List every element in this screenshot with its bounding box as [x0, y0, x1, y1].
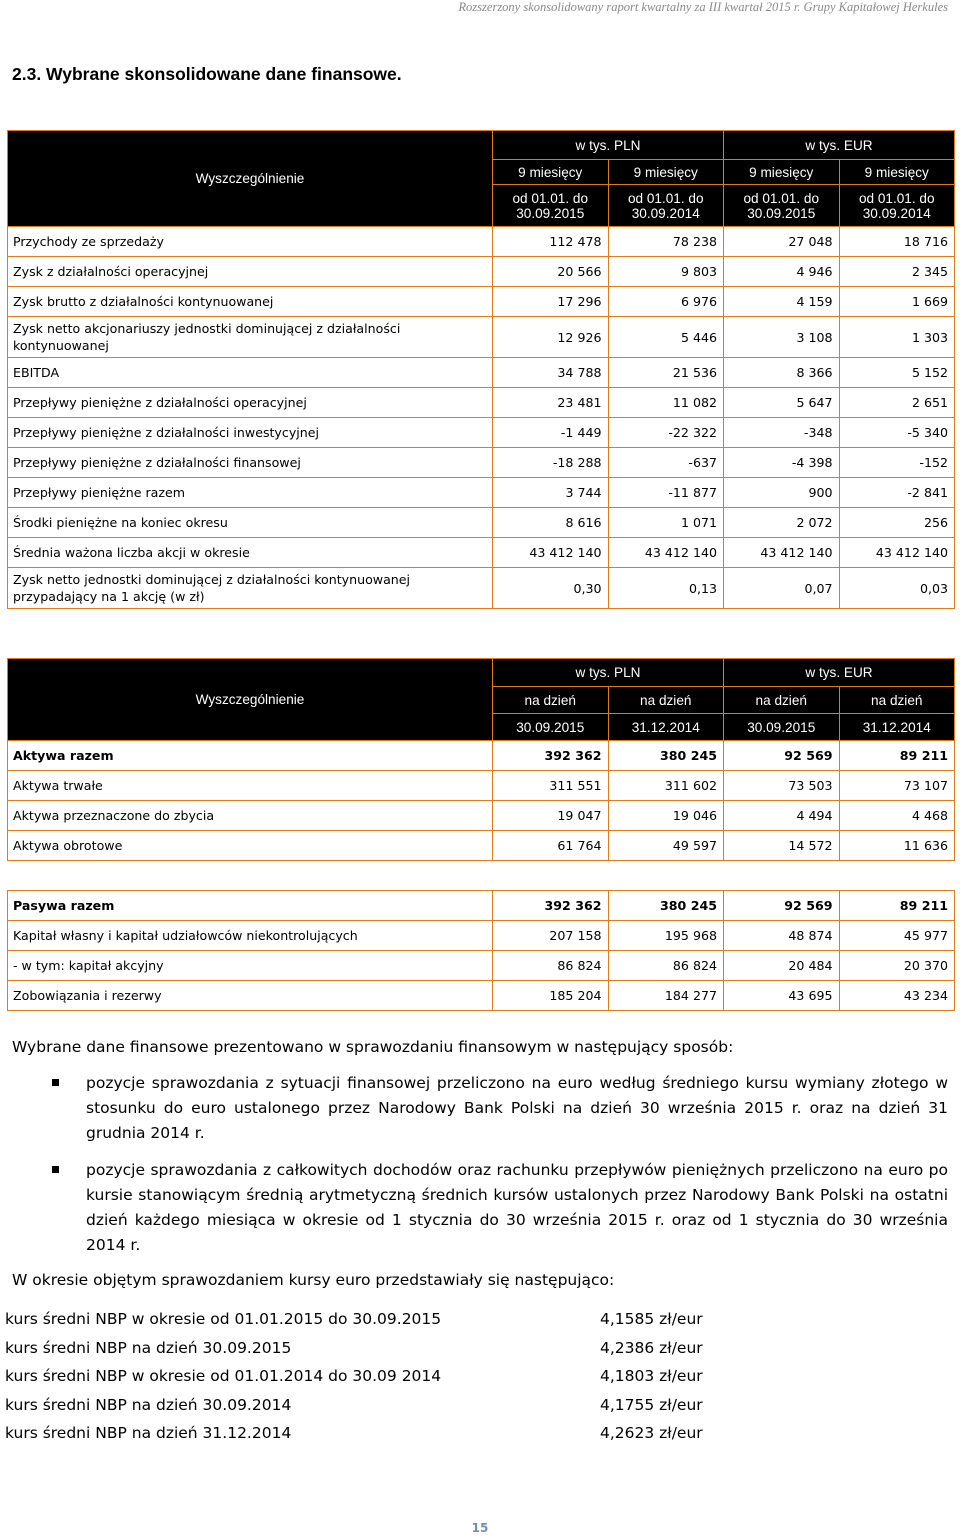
row-value: 45 977	[839, 921, 955, 951]
row-value: 49 597	[608, 831, 724, 861]
table1-period-bottom: od 01.01. do 30.09.2015	[493, 185, 609, 227]
table-row	[8, 227, 955, 257]
row-value: -11 877	[608, 478, 724, 508]
row-value: 2 072	[724, 508, 840, 538]
row-label: Przepływy pieniężne razem	[8, 478, 493, 508]
row-value: 43 412 140	[724, 538, 840, 568]
rate-value: 4,1803 zł/eur	[600, 1367, 703, 1386]
row-value: 1 071	[608, 508, 724, 538]
row-value: 23 481	[493, 388, 609, 418]
table-row	[8, 257, 955, 287]
table1-period-bottom: od 01.01. do 30.09.2014	[608, 185, 724, 227]
table-row	[8, 358, 955, 388]
row-value: 195 968	[608, 921, 724, 951]
row-label: Przepływy pieniężne z działalności operacyjnej	[8, 388, 493, 418]
table-row	[8, 508, 955, 538]
row-label: Przepływy pieniężne z działalności inwestycyjnej	[8, 418, 493, 448]
table2-date-top: na dzień	[608, 687, 724, 714]
table-gap	[8, 861, 955, 891]
rates-intro: W okresie objętym sprawozdaniem kursy euro przedstawiały się następująco:	[12, 1271, 615, 1289]
row-value: 380 245	[608, 891, 724, 921]
row-value: 43 412 140	[839, 538, 955, 568]
row-value: 0,07	[724, 568, 840, 609]
table2-currency-pln: w tys. PLN	[493, 659, 724, 687]
row-value: 0,13	[608, 568, 724, 609]
row-label: Środki pieniężne na koniec okresu	[8, 508, 493, 538]
table-row	[8, 981, 955, 1011]
row-label: Aktywa obrotowe	[8, 831, 493, 861]
row-value: 43 412 140	[493, 538, 609, 568]
rate-row	[5, 1419, 725, 1448]
row-label: Zysk brutto z działalności kontynuowanej	[8, 287, 493, 317]
row-value: 34 788	[493, 358, 609, 388]
row-value: 14 572	[724, 831, 840, 861]
row-value: 20 484	[724, 951, 840, 981]
rate-label: kurs średni NBP na dzień 30.09.2014	[5, 1395, 292, 1414]
row-value: 380 245	[608, 741, 724, 771]
table-row	[8, 891, 955, 921]
row-value: 6 976	[608, 287, 724, 317]
table1-period-bottom: od 01.01. do 30.09.2014	[839, 185, 955, 227]
balance-table	[7, 658, 955, 1011]
row-value: 43 412 140	[608, 538, 724, 568]
row-value: 8 366	[724, 358, 840, 388]
row-value: 9 803	[608, 257, 724, 287]
row-value: 89 211	[839, 741, 955, 771]
table-row	[8, 771, 955, 801]
row-value: -22 322	[608, 418, 724, 448]
table-row	[8, 568, 955, 609]
row-label: Aktywa razem	[8, 741, 493, 771]
row-value: 5 152	[839, 358, 955, 388]
rate-label: kurs średni NBP w okresie od 01.01.2015 do 30.09.2015	[5, 1310, 442, 1329]
table-row	[8, 448, 955, 478]
row-value: -152	[839, 448, 955, 478]
row-value: 11 082	[608, 388, 724, 418]
rate-row	[5, 1391, 725, 1420]
rate-row	[5, 1334, 725, 1363]
row-value: -348	[724, 418, 840, 448]
table-row	[8, 418, 955, 448]
row-value: 17 296	[493, 287, 609, 317]
row-value: 27 048	[724, 227, 840, 257]
row-value: 92 569	[724, 741, 840, 771]
row-value: 89 211	[839, 891, 955, 921]
row-value: 4 946	[724, 257, 840, 287]
row-value: 311 602	[608, 771, 724, 801]
row-value: 73 503	[724, 771, 840, 801]
row-value: 0,03	[839, 568, 955, 609]
row-value: 1 669	[839, 287, 955, 317]
row-value: 86 824	[608, 951, 724, 981]
row-label: Zysk netto akcjonariuszy jednostki dominującej z działalności kontynuowanej	[8, 317, 493, 358]
row-label: Przychody ze sprzedaży	[8, 227, 493, 257]
row-value: 2 345	[839, 257, 955, 287]
row-value: -2 841	[839, 478, 955, 508]
row-value: 78 238	[608, 227, 724, 257]
row-value: 5 647	[724, 388, 840, 418]
table2-date-top: na dzień	[839, 687, 955, 714]
row-value: 3 108	[724, 317, 840, 358]
table2-label-header: Wyszczególnienie	[8, 659, 493, 741]
rate-value: 4,2386 zł/eur	[600, 1338, 703, 1357]
row-label: Aktywa przeznaczone do zbycia	[8, 801, 493, 831]
rate-row	[5, 1362, 725, 1391]
table2-date-bottom: 30.09.2015	[493, 714, 609, 741]
running-header: Rozszerzony skonsolidowany raport kwartalny za III kwartał 2015 r. Grupy Kapitałowej Herkules	[458, 0, 948, 14]
rate-label: kurs średni NBP na dzień 30.09.2015	[5, 1338, 292, 1357]
row-label: EBITDA	[8, 358, 493, 388]
income-table	[7, 130, 955, 609]
table-row	[8, 538, 955, 568]
row-value: 43 234	[839, 981, 955, 1011]
row-label: Zysk netto jednostki dominującej z działalności kontynuowanej przypadający na 1 akcję (w zł)	[8, 568, 493, 609]
table2-date-top: na dzień	[493, 687, 609, 714]
table-row	[8, 921, 955, 951]
rate-value: 4,1755 zł/eur	[600, 1395, 703, 1414]
row-value: 3 744	[493, 478, 609, 508]
table2-date-bottom: 30.09.2015	[724, 714, 840, 741]
row-value: 112 478	[493, 227, 609, 257]
row-value: 73 107	[839, 771, 955, 801]
row-value: 8 616	[493, 508, 609, 538]
row-label: Średnia ważona liczba akcji w okresie	[8, 538, 493, 568]
row-value: 21 536	[608, 358, 724, 388]
row-value: -18 288	[493, 448, 609, 478]
row-value: 185 204	[493, 981, 609, 1011]
table2-date-top: na dzień	[724, 687, 840, 714]
row-value: 20 566	[493, 257, 609, 287]
bullet-text: pozycje sprawozdania z całkowitych dochodów oraz rachunku przepływów pieniężnych przeliczono na euro po kursie stanowiącym średnią arytmetyczną średnich kursów ustalonych przez Narodowy Bank Polski na ostatni dzień każdego miesiąca w okresie od 1 stycznia do 30 września 2015 r. oraz od 1 stycznia do 30 września 2014 r.	[86, 1161, 948, 1254]
table2-date-bottom: 31.12.2014	[839, 714, 955, 741]
row-value: -637	[608, 448, 724, 478]
rate-label: kurs średni NBP na dzień 31.12.2014	[5, 1424, 292, 1443]
row-value: 43 695	[724, 981, 840, 1011]
bullet-text: pozycje sprawozdania z sytuacji finansowej przeliczono na euro według średniego kursu wymiany złotego w stosunku do euro ustalonego przez Narodowy Bank Polski na dzień 30 września 2015 r. oraz na dzień 31 grudnia 2014 r.	[86, 1074, 948, 1142]
rate-value: 4,2623 zł/eur	[600, 1424, 703, 1443]
table-row	[8, 801, 955, 831]
row-value: 86 824	[493, 951, 609, 981]
row-value: 900	[724, 478, 840, 508]
row-label: - w tym: kapitał akcyjny	[8, 951, 493, 981]
row-value: 92 569	[724, 891, 840, 921]
row-value: 48 874	[724, 921, 840, 951]
table-row	[8, 478, 955, 508]
row-value: 11 636	[839, 831, 955, 861]
table1-period-top: 9 miesięcy	[839, 160, 955, 185]
table1-currency-pln: w tys. PLN	[493, 131, 724, 160]
row-value: 4 468	[839, 801, 955, 831]
table1-label-header: Wyszczególnienie	[8, 131, 493, 227]
square-bullet-icon	[52, 1079, 59, 1086]
row-value: -4 398	[724, 448, 840, 478]
row-value: 256	[839, 508, 955, 538]
rate-value: 4,1585 zł/eur	[600, 1310, 703, 1329]
table-row	[8, 951, 955, 981]
row-value: 4 494	[724, 801, 840, 831]
table-row	[8, 317, 955, 358]
row-value: 19 046	[608, 801, 724, 831]
table2-date-bottom: 31.12.2014	[608, 714, 724, 741]
row-value: 18 716	[839, 227, 955, 257]
bullet-item	[50, 1158, 948, 1258]
row-label: Zobowiązania i rezerwy	[8, 981, 493, 1011]
table2-currency-eur: w tys. EUR	[724, 659, 955, 687]
row-value: 207 158	[493, 921, 609, 951]
bullet-item	[50, 1071, 948, 1146]
intro-text: Wybrane dane finansowe prezentowano w sprawozdaniu finansowym w następujący sposób:	[12, 1038, 734, 1056]
table-row	[8, 388, 955, 418]
row-value: 0,30	[493, 568, 609, 609]
row-value: -5 340	[839, 418, 955, 448]
row-value: 61 764	[493, 831, 609, 861]
table1-currency-eur: w tys. EUR	[724, 131, 955, 160]
table-row	[8, 741, 955, 771]
row-value: 392 362	[493, 741, 609, 771]
square-bullet-icon	[52, 1166, 59, 1173]
rate-label: kurs średni NBP w okresie od 01.01.2014 do 30.09 2014	[5, 1367, 442, 1386]
table1-period-top: 9 miesięcy	[608, 160, 724, 185]
row-value: 1 303	[839, 317, 955, 358]
row-value: 20 370	[839, 951, 955, 981]
row-value: 4 159	[724, 287, 840, 317]
row-value: -1 449	[493, 418, 609, 448]
row-label: Kapitał własny i kapitał udziałowców niekontrolujących	[8, 921, 493, 951]
row-label: Przepływy pieniężne z działalności finansowej	[8, 448, 493, 478]
row-label: Pasywa razem	[8, 891, 493, 921]
table1-period-top: 9 miesięcy	[724, 160, 840, 185]
row-value: 2 651	[839, 388, 955, 418]
table1-period-top: 9 miesięcy	[493, 160, 609, 185]
row-value: 184 277	[608, 981, 724, 1011]
row-label: Zysk z działalności operacyjnej	[8, 257, 493, 287]
rate-row	[5, 1305, 725, 1334]
bullet-list	[50, 1071, 948, 1270]
table1-period-bottom: od 01.01. do 30.09.2015	[724, 185, 840, 227]
row-value: 12 926	[493, 317, 609, 358]
rates-table	[5, 1305, 725, 1448]
table-row	[8, 831, 955, 861]
row-value: 5 446	[608, 317, 724, 358]
row-value: 392 362	[493, 891, 609, 921]
section-title: 2.3. Wybrane skonsolidowane dane finansowe.	[12, 64, 402, 84]
row-value: 19 047	[493, 801, 609, 831]
page-number: 15	[471, 1521, 489, 1535]
row-label: Aktywa trwałe	[8, 771, 493, 801]
row-value: 311 551	[493, 771, 609, 801]
table-row	[8, 287, 955, 317]
